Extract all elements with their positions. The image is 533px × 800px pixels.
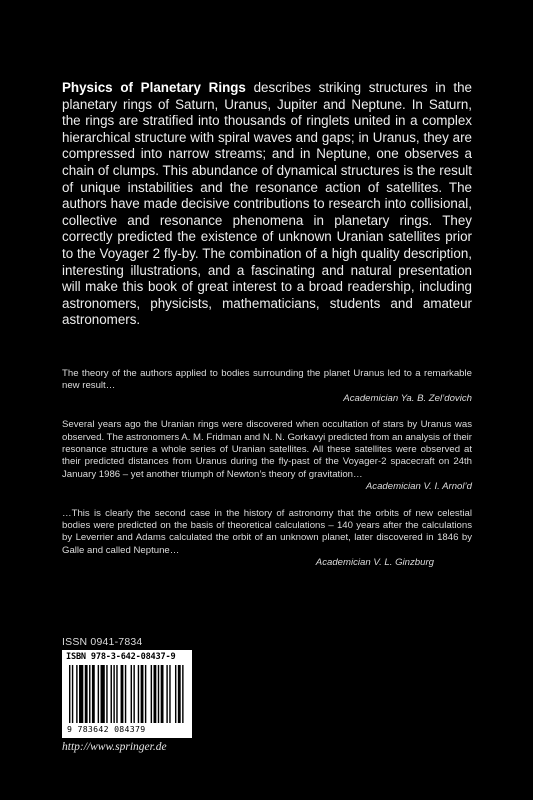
barcode-bar [113, 665, 114, 723]
barcode-bar [121, 665, 124, 723]
barcode-bar [85, 665, 88, 723]
endorsement-1 [62, 368, 472, 405]
barcode-bar [161, 665, 164, 723]
endorsement-author: Academician Ya. B. Zel’dovich [343, 392, 472, 404]
barcode-bar [178, 665, 181, 723]
barcode-bar [69, 665, 70, 723]
publisher-url: http://www.springer.de [62, 741, 167, 753]
barcode-bar [106, 665, 107, 723]
barcode-bar [89, 665, 90, 723]
barcode-bars [69, 665, 185, 723]
issn-label: ISSN 0941-7834 [62, 636, 143, 648]
endorsement-text: The theory of the authors applied to bodies surrounding the planet Uranus led to a remarkable new result… [62, 368, 472, 392]
barcode [62, 650, 192, 738]
barcode-bar [116, 665, 117, 723]
barcode-bar [158, 665, 159, 723]
barcode-bar [79, 665, 83, 723]
barcode-bar [72, 665, 73, 723]
barcode-bar [111, 665, 112, 723]
endorsement-author: Academician V. L. Ginzburg [315, 557, 434, 569]
barcode-bar [141, 665, 144, 723]
endorsements [62, 368, 472, 584]
endorsement-text: Several years ago the Uranian rings were discovered when occultation of stars by Uranus was observed. The astronomers A. M. Fridman and N. N. Gorkavyi predicted from an analysis of their resonance structure a whole series of Uranian satellites. All these satellites were observed at their predicted distances from Uranus during the fly-past of the Voyager-2 spacecraft on 24th January 1986 – yet another triumph of Newton’s theory of gravitation… [62, 419, 472, 480]
barcode-bar [153, 665, 156, 723]
barcode-bar [98, 665, 99, 723]
barcode-bar [166, 665, 167, 723]
barcode-bar [131, 665, 132, 723]
book-title: Physics of Planetary Rings [62, 80, 246, 95]
barcode-bar [151, 665, 152, 723]
isbn-text: ISBN 978-3-642-08437-9 [66, 652, 176, 662]
barcode-bar [138, 665, 139, 723]
barcode-bar [182, 665, 183, 723]
barcode-bar [175, 665, 176, 723]
barcode-bar [92, 665, 95, 723]
ean-digits: 9 783642 084379 [67, 724, 146, 734]
endorsement-3 [62, 508, 472, 570]
description-text: describes striking structures in the planetary rings of Saturn, Uranus, Jupiter and Neptune. In Saturn, the rings are stratified into thousands of ringlets united in a complex hierarchical structure with spiral waves and gaps; in Uranus, they are compressed into narrow streams; and in Neptune, one observes a chain of clumps. This abundance of dynamical structures is the result of unique instabilities and the resonance action of satellites. The authors have made decisive contributions to research into collisional, collective and resonance phenomena in planetary rings. They correctly predicted the existence of unknown Uranian satellites prior to the Voyager 2 fly-by. The combination of a high quality description, interesting illustrations, and a fascinating and natural presentation will make this book of great interest to a broad readership, including astronomers, physicists, mathematicians, students and amateur astronomers. [62, 80, 472, 328]
barcode-bar [101, 665, 105, 723]
barcode-bar [169, 665, 170, 723]
endorsement-author: Academician V. I. Arnol’d [365, 481, 472, 493]
barcode-bar [76, 665, 77, 723]
endorsement-2 [62, 419, 472, 493]
barcode-bar [125, 665, 126, 723]
book-description [62, 80, 472, 329]
barcode-bar [133, 665, 134, 723]
endorsement-text: …This is clearly the second case in the history of astronomy that the orbits of new celestial bodies were predicted on the basis of theoretical calculations – 140 years after the calculations by Leverrier and Adams calculated the orbit of an unknown planet, later discovered in 1846 by Galle and called Neptune… [62, 507, 472, 556]
barcode-bar [145, 665, 146, 723]
